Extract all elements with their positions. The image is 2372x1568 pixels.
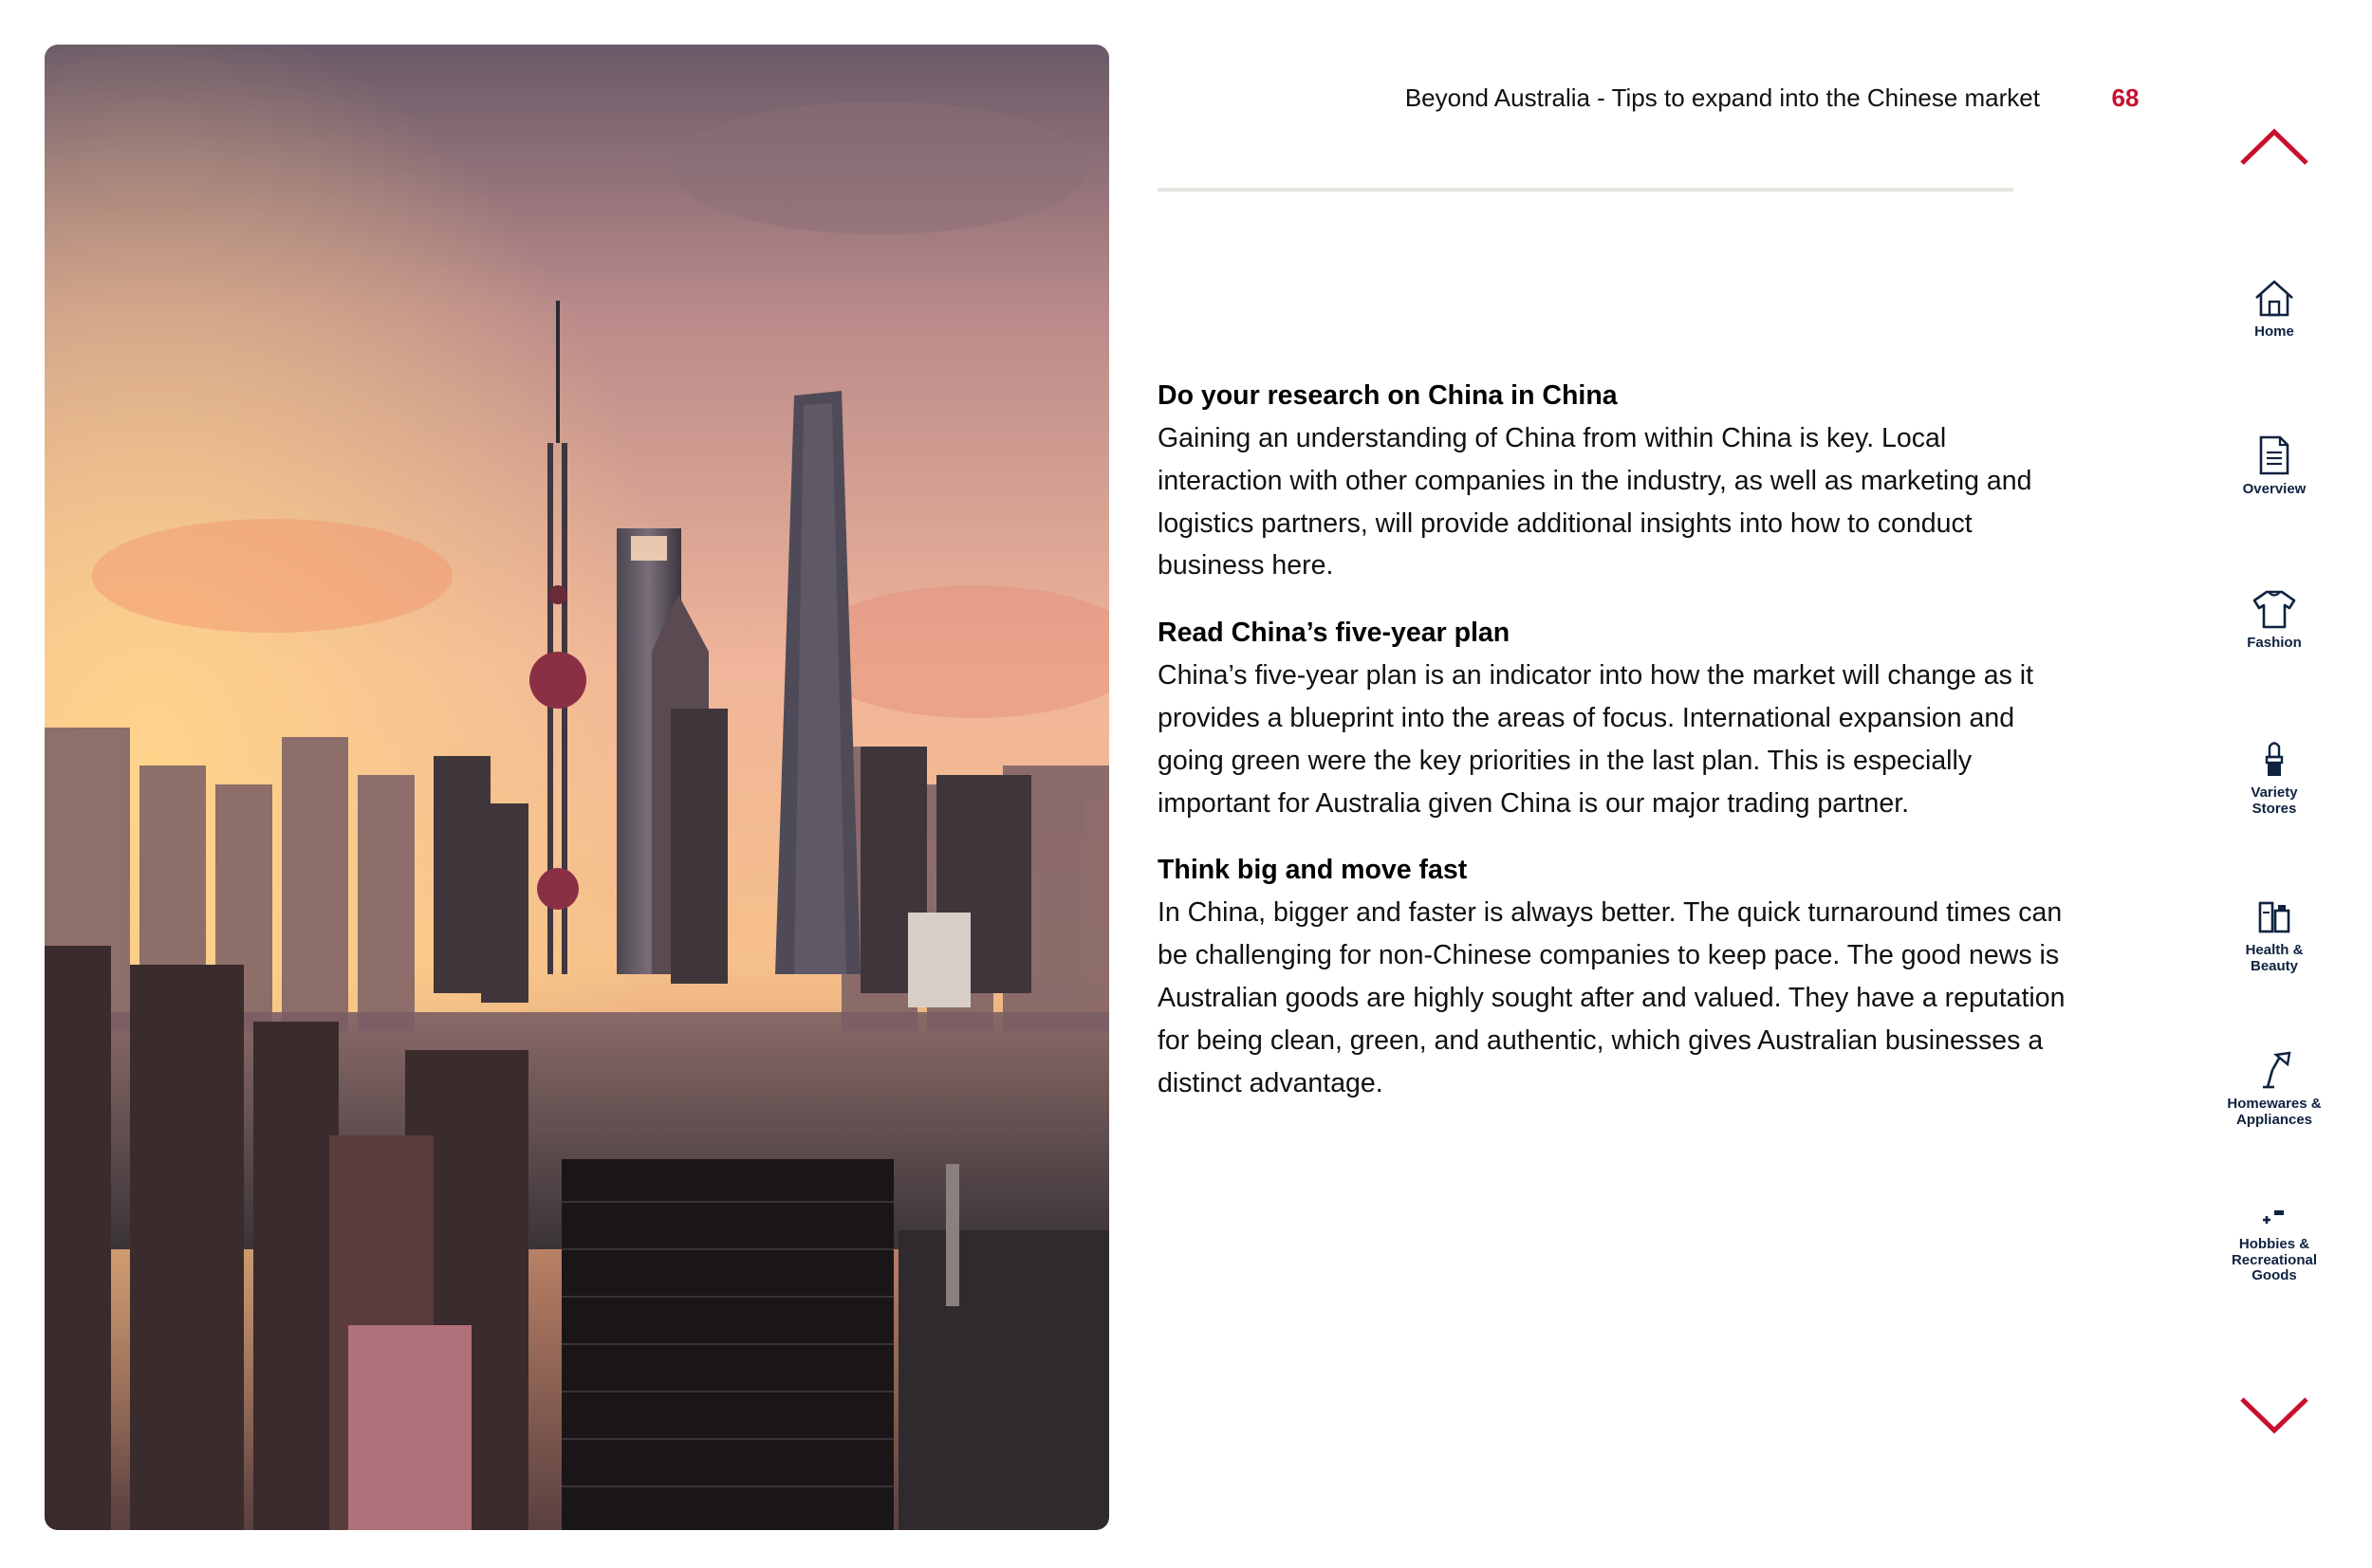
section-heading: Do your research on China in China (1158, 380, 1618, 411)
chevron-down-icon (2239, 1396, 2309, 1434)
nav-item-label: Overview (2242, 481, 2307, 497)
section-body: China’s five-year plan is an indicator into how the market will change as it provides a blueprint into the areas of focus. International expansion and going green were the key priorities in the last plan. This is especially important for Australia given China is our major trading partner. (1158, 660, 2034, 819)
nav-item-variety-stores[interactable] (2211, 738, 2338, 817)
nav-item-label: Variety Stores (2251, 784, 2298, 817)
bottles-icon (2255, 895, 2293, 937)
home-icon (2252, 277, 2296, 319)
lamp-icon (2253, 1049, 2295, 1091)
section-research (1158, 375, 2068, 587)
chevron-up-icon (2239, 128, 2309, 166)
previous-page-button[interactable] (2239, 128, 2309, 166)
document-title: Beyond Australia - Tips to expand into the Chinese market (1404, 83, 2040, 112)
section-body: In China, bigger and faster is always better. The quick turnaround times can be challenging for non-Chinese companies to keep pace. The good news is Australian goods are highly sought after and valued. They have a reputation for being clean, green, and authentic, which gives Australian businesses a distinct advantage. (1158, 897, 2066, 1098)
nav-item-health-beauty[interactable] (2211, 895, 2338, 974)
page-number: 68 (2111, 83, 2140, 112)
nav-item-overview[interactable] (2211, 434, 2338, 498)
section-body: Gaining an understanding of China from within China is key. Local interaction with other companies in the industry, as well as marketing and logistics partners, will provide additional insights into how to conduct business here. (1158, 423, 2032, 581)
document-icon (2255, 434, 2293, 476)
nav-item-label: Health & Beauty (2245, 942, 2304, 974)
nav-item-hobbies-recreational[interactable] (2211, 1203, 2338, 1284)
section-heading: Think big and move fast (1158, 855, 1468, 886)
next-page-button[interactable] (2239, 1396, 2309, 1434)
section-heading: Read China’s five-year plan (1158, 618, 1510, 649)
tshirt-icon (2251, 588, 2298, 630)
section-five-year-plan (1158, 612, 2068, 824)
nav-item-label: Hobbies & Recreational Goods (2231, 1236, 2318, 1283)
nav-item-label: Homewares & Appliances (2227, 1096, 2322, 1128)
header-divider (1158, 188, 2013, 192)
article-content (1158, 375, 2068, 1129)
nav-item-label: Home (2254, 323, 2294, 340)
nav-item-home[interactable] (2211, 277, 2338, 341)
nav-item-label: Fashion (2247, 635, 2302, 651)
gamepad-icon (2255, 1203, 2293, 1231)
lipstick-icon (2260, 738, 2289, 780)
section-think-big (1158, 849, 2068, 1104)
skyline-photo (45, 45, 1109, 1530)
nav-item-homewares-appliances[interactable] (2211, 1049, 2338, 1128)
nav-item-fashion[interactable] (2211, 588, 2338, 652)
